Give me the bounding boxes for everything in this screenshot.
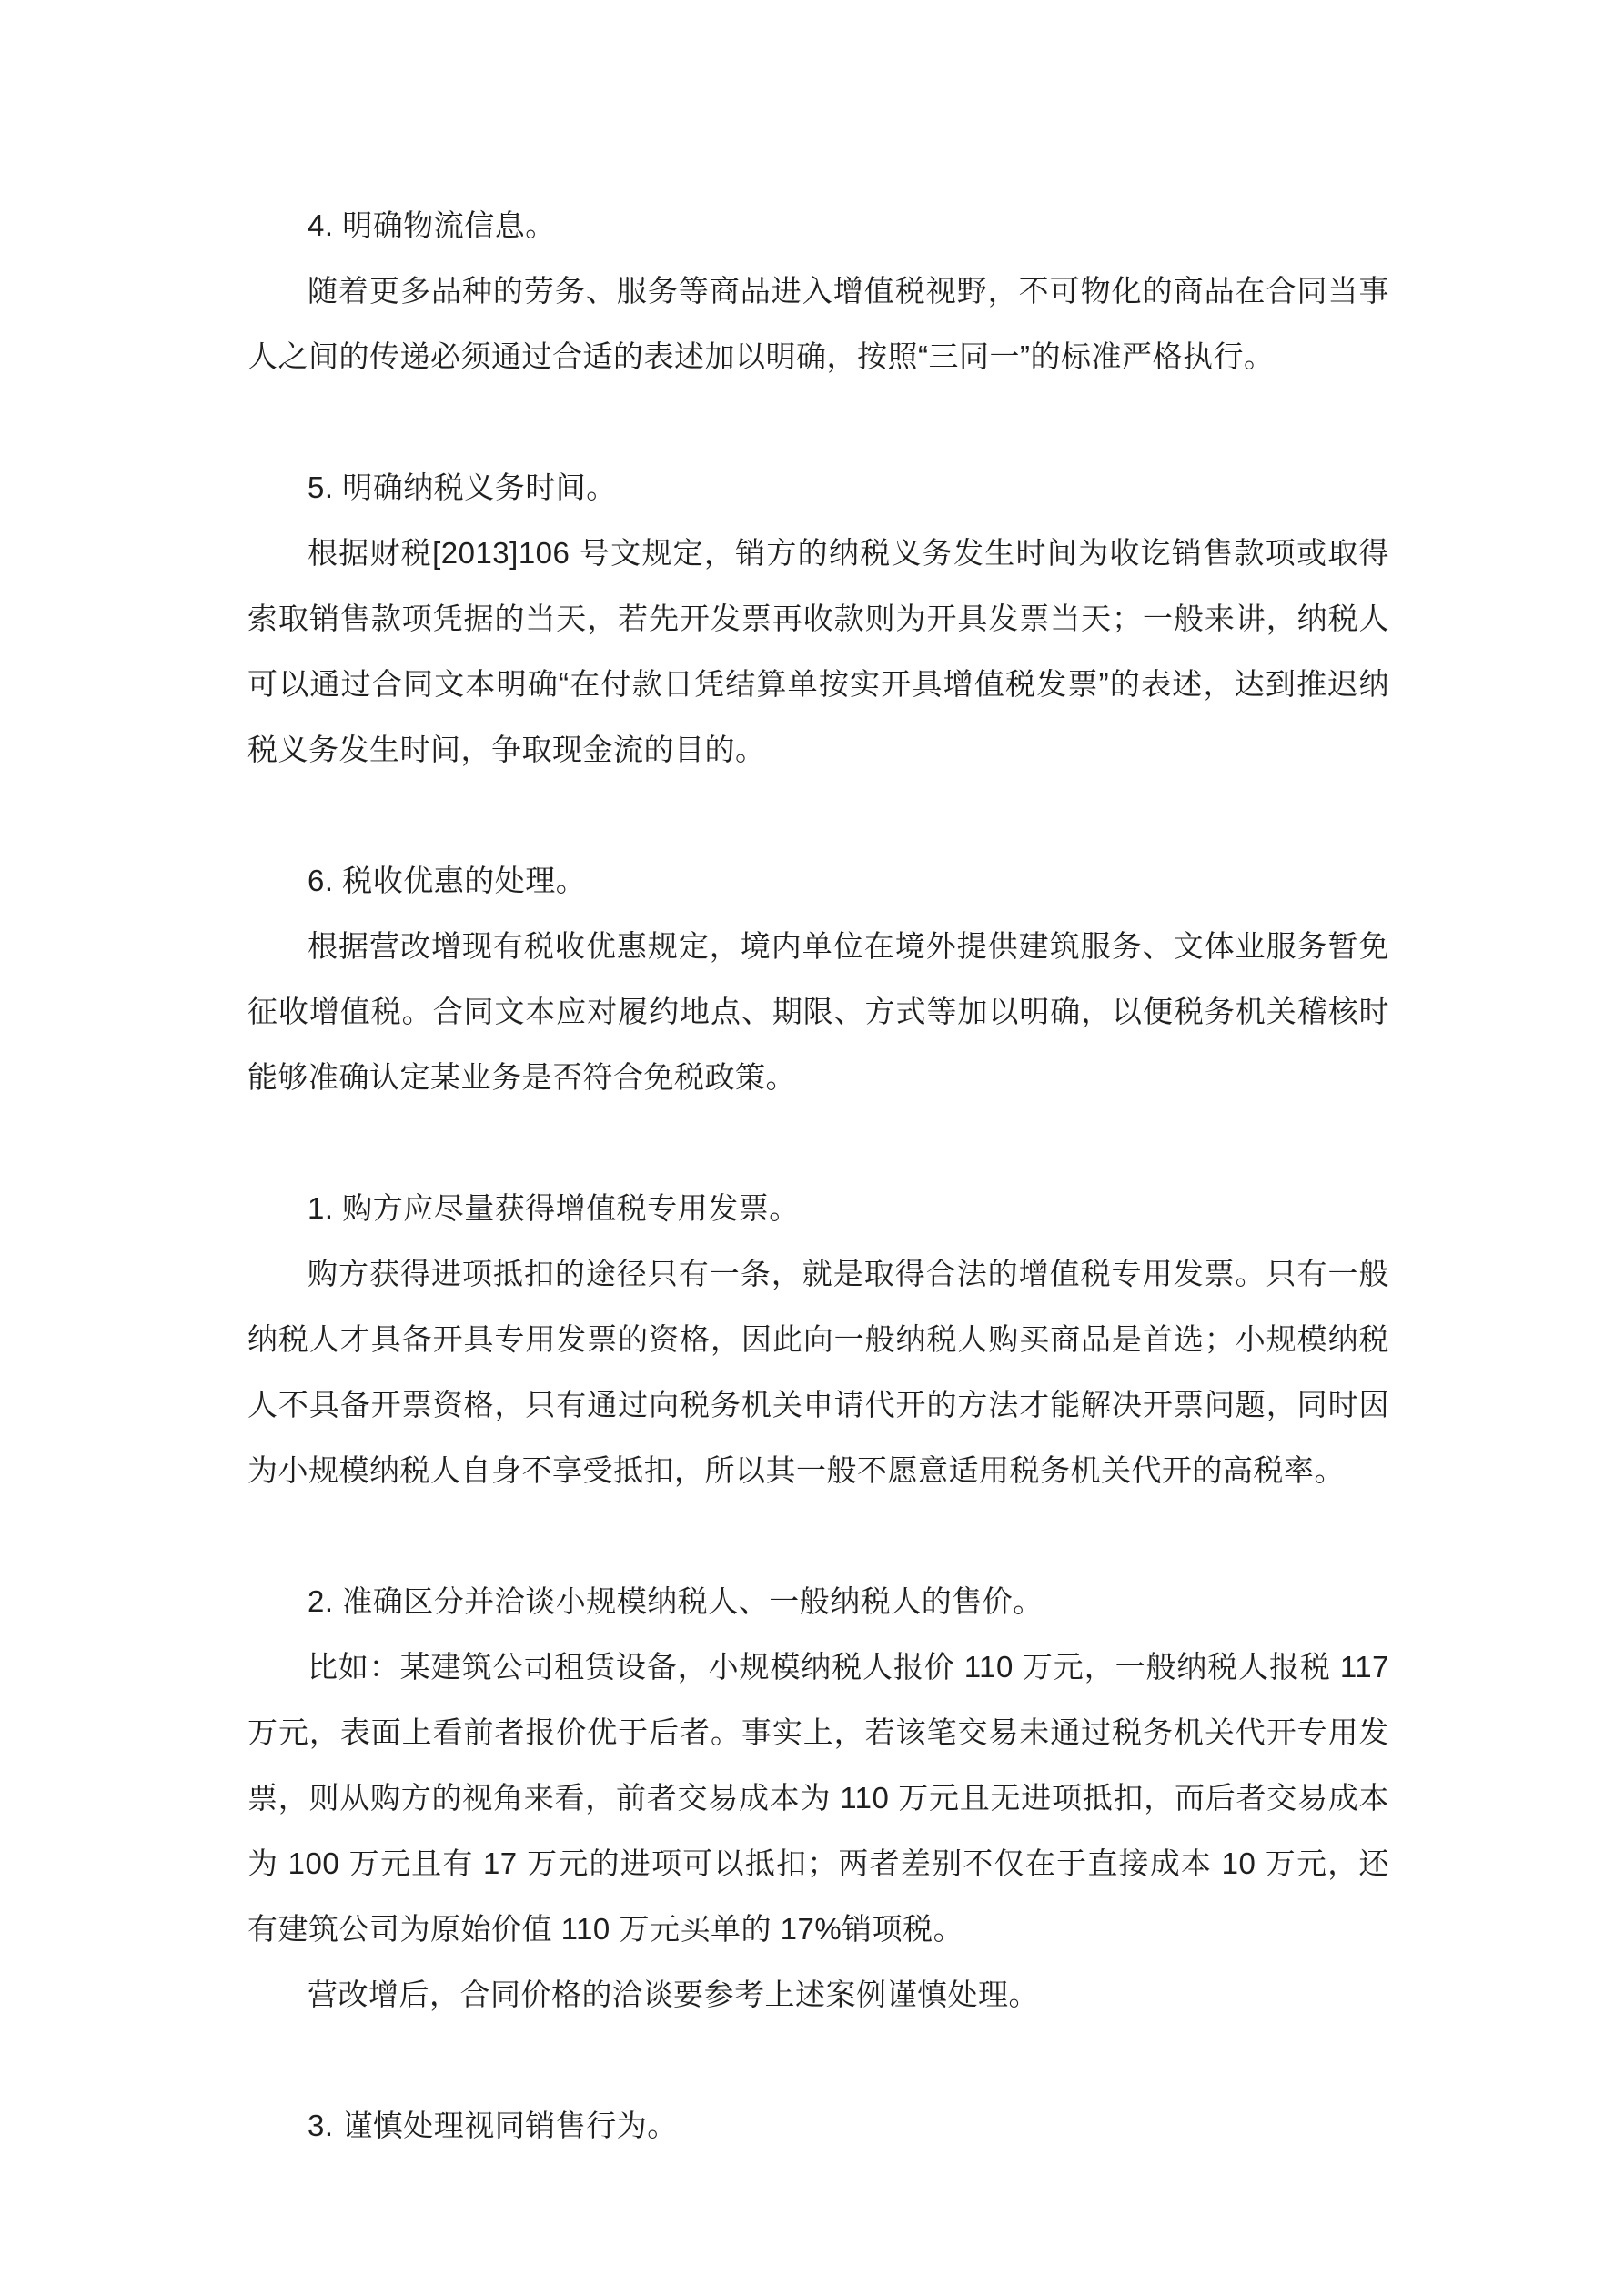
section-heading: 3. 谨慎处理视同销售行为。 [308,2109,678,2142]
section-heading: 1. 购方应尽量获得增值税专用发票。 [308,1191,800,1225]
paragraph: 营改增后，合同价格的洽谈要参考上述案例谨慎处理。 [308,1977,1039,2011]
section-tax-preference [247,848,1389,1110]
section-special-invoice [247,1176,1389,1503]
paragraph: 比如：某建筑公司租赁设备，小规模纳税人报价 110 万元，一般纳税人报税 117 万元，表面上看前者报价优于后者。事实上，若该笔交易未通过税务机关代开专用发票，则从购方的视角来看，前者交易成本为 110 万元且无进项抵扣，而后者交易成本为 100 万元且有 17 万元的进项可以抵扣；两者差别不仅在于直接成本 10 万元，还有建筑公司为原始价值 110 万元买单的 17%销项税。 [247,1650,1389,1946]
section-heading: 5. 明确纳税义务时间。 [308,470,617,504]
paragraph: 根据营改增现有税收优惠规定，境内单位在境外提供建筑服务、文体业服务暂免征收增值税。合同文本应对履约地点、期限、方式等加以明确，以便税务机关稽核时能够准确认定某业务是否符合免税政策。 [247,929,1389,1094]
paragraph: 购方获得进项抵扣的途径只有一条，就是取得合法的增值税专用发票。只有一般纳税人才具备开具专用发票的资格，因此向一般纳税人购买商品是首选；小规模纳税人不具备开票资格，只有通过向税务机关申请代开的方法才能解决开票问题，同时因为小规模纳税人自身不享受抵扣，所以其一般不愿意适用税务机关代开的高税率。 [247,1257,1389,1487]
paragraph: 根据财税[2013]106 号文规定，销方的纳税义务发生时间为收讫销售款项或取得索取销售款项凭据的当天，若先开发票再收款则为开具发票当天；一般来讲，纳税人可以通过合同文本明确“在付款日凭结算单按实开具增值税发票”的表述，达到推迟纳税义务发生时间，争取现金流的目的。 [247,536,1389,766]
section-logistics-info [247,193,1389,389]
section-tax-obligation-time [247,455,1389,783]
section-heading: 4. 明确物流信息。 [308,208,556,242]
section-heading: 6. 税收优惠的处理。 [308,864,587,897]
section-heading: 2. 准确区分并洽谈小规模纳税人、一般纳税人的售价。 [308,1584,1044,1618]
paragraph: 随着更多品种的劳务、服务等商品进入增值税视野，不可物化的商品在合同当事人之间的传递必须通过合适的表述加以明确，按照“三同一”的标准严格执行。 [247,274,1389,373]
section-deemed-sales [247,2093,1389,2159]
section-price-negotiation [247,1569,1389,2028]
